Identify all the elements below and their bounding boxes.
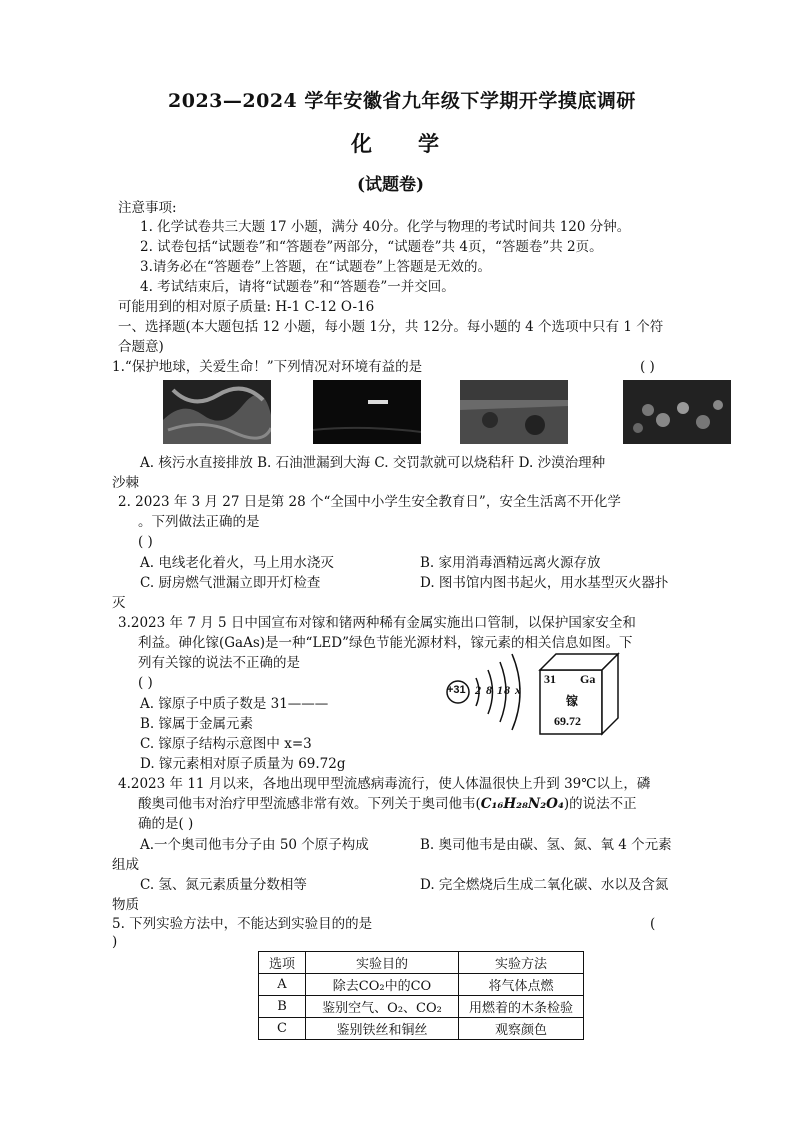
q3-option-d: D. 镓元素相对原子质量为 69.72g [140, 756, 346, 772]
q3-answer-bracket: ( ) [138, 675, 153, 691]
note-item: 4. 考试结束后，请将“试题卷”和“答题卷”一并交回。 [140, 279, 455, 295]
q2-stem: 2. 2023 年 3 月 27 日是第 28 个“全国中小学生安全教育日”，安全生活离不开化学 [118, 494, 621, 510]
table-row [259, 974, 584, 996]
element-symbol: Ga [580, 672, 596, 686]
q1-options-cont: 沙棘 [112, 475, 139, 491]
q5-bracket-close: ) [112, 934, 118, 950]
notes-heading: 注意事项: [118, 200, 177, 216]
table-cell: C [259, 1018, 306, 1040]
paper-type: (试题卷) [357, 175, 425, 195]
table-header: 实验目的 [306, 952, 459, 974]
table-cell: 将气体点燃 [459, 974, 584, 996]
q3-option-b: B. 镓属于金属元素 [140, 716, 254, 732]
q3-stem-cont: 利益。砷化镓(GaAs)是一种“LED”绿色节能光源材料，镓元素的相关信息如图。下 [138, 635, 633, 651]
note-item: 3.请务必在“答题卷”上答题，在“试题卷”上答题是无效的。 [140, 259, 491, 275]
table-cell: 除去CO₂中的CO [306, 974, 459, 996]
note-item: 2. 试卷包括“试题卷”和“答题卷”两部分，“试题卷”共 4页，“答题卷”共 2页。 [140, 239, 603, 255]
photo-straw-burning [460, 380, 568, 444]
q3-option-c: C. 镓原子结构示意图中 x=3 [140, 736, 312, 752]
q4-stem-cont [138, 794, 637, 814]
table-header: 实验方法 [459, 952, 584, 974]
q4-option-d: D. 完全燃烧后生成二氧化碳、水以及含氮 [420, 877, 669, 893]
q2-option-d-cont: 灭 [112, 595, 126, 611]
q4-stem-text: 酸奥司他韦对治疗甲型流感非常有效。下列关于奥司他韦( [138, 796, 481, 812]
table-cell: A [259, 974, 306, 996]
table-header: 选项 [259, 952, 306, 974]
q1-answer-bracket: ( ) [640, 359, 655, 375]
photo-nuclear-wastewater [163, 380, 271, 444]
q2-option-d: D. 图书馆内图书起火，用水基型灭火器扑 [420, 575, 669, 591]
table-row [259, 996, 584, 1018]
table-cell: B [259, 996, 306, 1018]
q4-option-b-cont: 组成 [112, 857, 139, 873]
q4-stem-text-tail: )的说法不正 [563, 796, 637, 812]
nucleus-charge: +31 [447, 684, 466, 696]
table-cell: 鉴别铁丝和铜丝 [306, 1018, 459, 1040]
q4-option-b: B. 奥司他韦是由碳、氢、氮、氧 4 个元素 [420, 837, 672, 853]
element-number: 31 [544, 672, 556, 686]
element-mass: 69.72 [554, 714, 581, 728]
q4-stem: 4.2023 年 11 月以来，各地出现甲型流感病毒流行，使人体温很快上升到 39℃以上，磷 [118, 776, 651, 792]
q4-option-d-cont: 物质 [112, 897, 139, 913]
photo-seabuckthorn [623, 380, 731, 444]
q3-option-a: A. 镓原子中质子数是 31——— [140, 696, 329, 712]
q2-option-a: A. 电线老化着火，马上用水浇灭 [140, 555, 334, 571]
formula-oseltamivir: C₁₆H₂₈N₂O₄ [480, 796, 564, 812]
q2-answer-bracket: ( ) [138, 534, 153, 550]
exam-title: 2023—2024 学年安徽省九年级下学期开学摸底调研 [168, 90, 636, 112]
q2-stem-cont: 。下列做法正确的是 [138, 514, 260, 530]
table-cell: 用燃着的木条检验 [459, 996, 584, 1018]
section-heading: 一、选择题(本大题包括 12 小题，每小题 1分，共 12分。每小题的 4 个选项中只有 1 个符 [118, 319, 664, 335]
q2-option-c: C. 厨房燃气泄漏立即开灯检查 [140, 575, 321, 591]
section-heading-cont: 合题意) [118, 339, 164, 355]
experiment-table [258, 951, 584, 1040]
q1-stem: 1.“保护地球，关爱生命！”下列情况对环境有益的是 [112, 359, 423, 375]
subject-title: 化学 [351, 131, 485, 156]
element-name: 镓 [566, 694, 579, 708]
q3-stem: 3.2023 年 7 月 5 日中国宣布对镓和锗两种稀有金属实施出口管制，以保护国家安全和 [118, 615, 636, 631]
shell-electrons: 2 8 18 x [475, 683, 522, 697]
table-header-row [259, 952, 584, 974]
table-row [259, 1018, 584, 1040]
q4-option-c: C. 氢、氮元素质量分数相等 [140, 877, 307, 893]
q2-option-b: B. 家用消毒酒精远离火源存放 [420, 555, 601, 571]
q5-bracket-open: ( [650, 916, 656, 932]
table-cell: 鉴别空气、O₂、CO₂ [306, 996, 459, 1018]
q1-options: A. 核污水直接排放 B. 石油泄漏到大海 C. 交罚款就可以烧秸秆 D. 沙漠治理种 [140, 455, 606, 471]
table-cell: 观察颜色 [459, 1018, 584, 1040]
atomic-mass-line: 可能用到的相对原子质量: H-1 C-12 O-16 [118, 299, 375, 315]
q5-stem: 5. 下列实验方法中，不能达到实验目的的是 [112, 916, 373, 932]
q4-stem-cont2: 确的是( ) [138, 816, 194, 832]
photo-oil-spill [313, 380, 421, 444]
note-item: 1. 化学试卷共三大题 17 小题，满分 40分。化学与物理的考试时间共 120 分钟。 [140, 219, 631, 235]
q4-option-a: A.一个奥司他韦分子由 50 个原子构成 [140, 837, 369, 853]
q3-stem-cont2: 列有关镓的说法不正确的是 [138, 655, 300, 671]
